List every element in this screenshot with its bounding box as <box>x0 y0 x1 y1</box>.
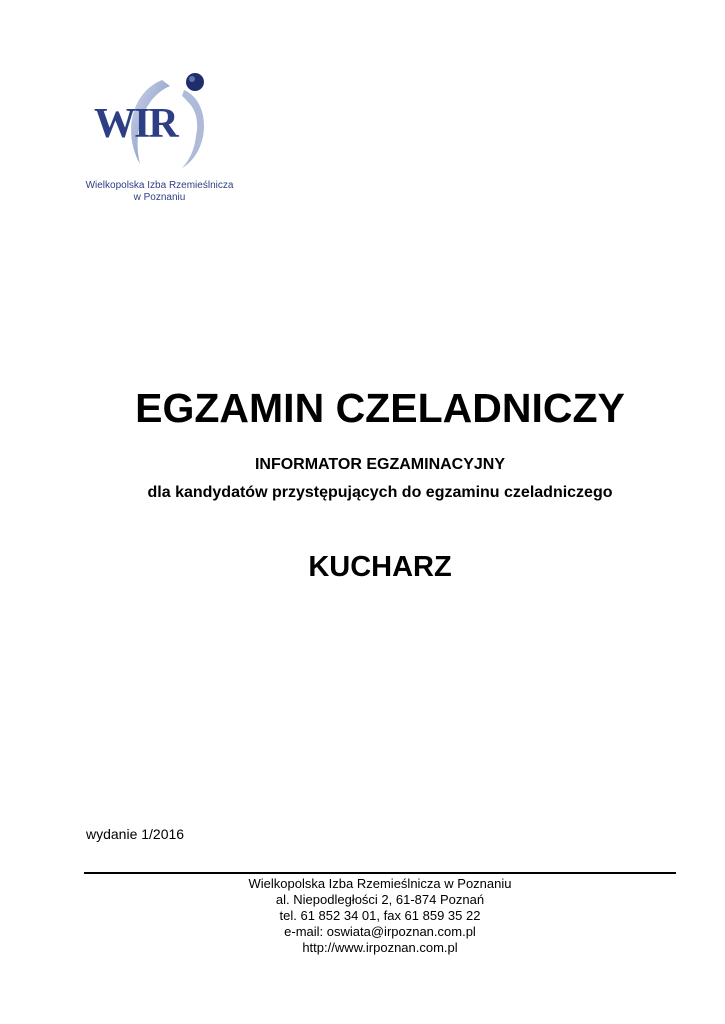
logo-caption-line1: Wielkopolska Izba Rzemieślnicza <box>85 180 234 191</box>
edition-label: wydanie 1/2016 <box>86 826 185 842</box>
document-title: EGZAMIN CZELADNICZY <box>135 385 625 431</box>
footer-email: e-mail: oswiata@irpoznan.com.pl <box>284 924 476 939</box>
logo-caption <box>82 180 237 204</box>
footer-organization: Wielkopolska Izba Rzemieślnicza w Poznaniu <box>248 876 512 891</box>
footer-divider <box>84 872 676 874</box>
profession-heading: KUCHARZ <box>308 551 452 583</box>
organization-logo <box>82 70 242 230</box>
footer-contact <box>84 876 676 956</box>
footer-website: http://www.irpoznan.com.pl <box>302 940 458 955</box>
document-subtitle-line2: dla kandydatów przystępujących do egzaminu czeladniczego <box>147 484 613 501</box>
footer-address: al. Niepodległości 2, 61-874 Poznań <box>275 892 485 907</box>
logo-caption-line2: w Poznaniu <box>133 192 186 203</box>
logo-letters: WIR <box>94 101 177 147</box>
footer-phone-fax: tel. 61 852 34 01, fax 61 859 35 22 <box>279 908 481 923</box>
document-subtitle-line1: INFORMATOR EGZAMINACYJNY <box>254 456 506 473</box>
